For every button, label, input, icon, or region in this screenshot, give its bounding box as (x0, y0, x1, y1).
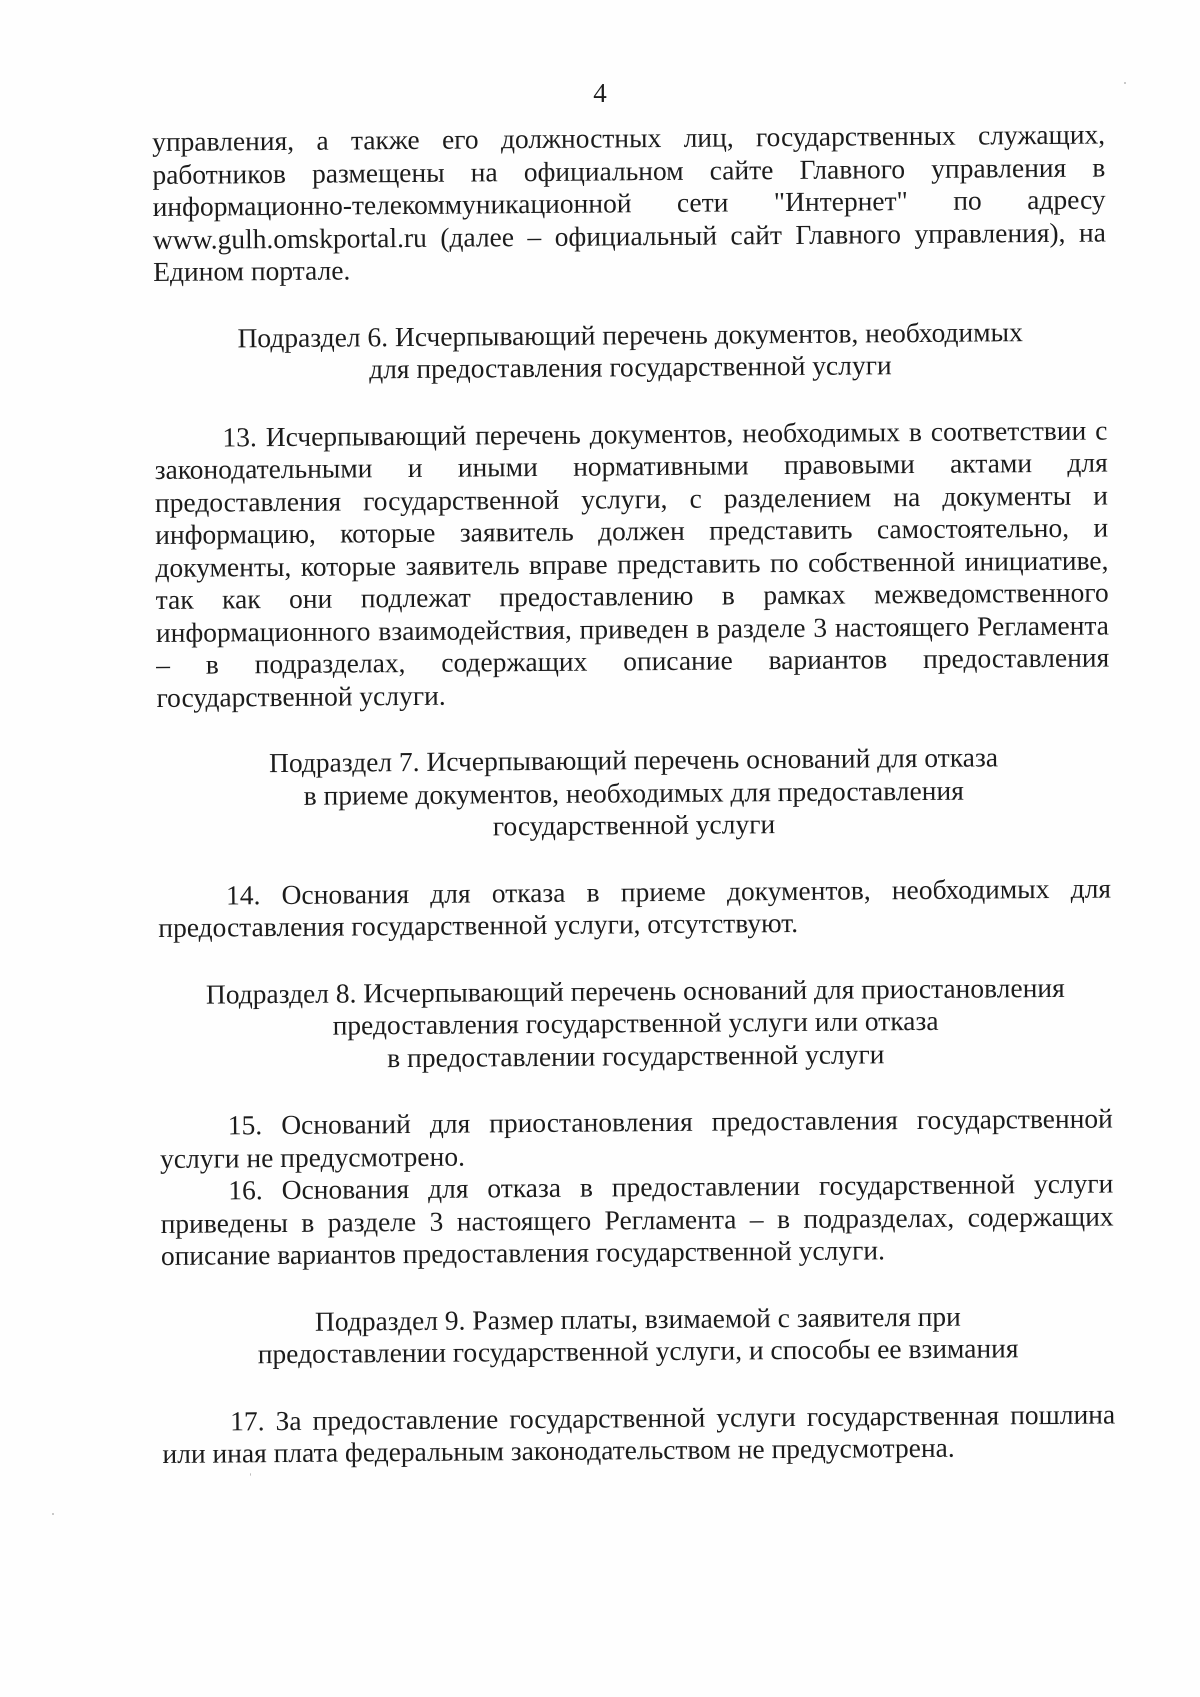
paragraph-16: 16. Основания для отказа в предоставлении государственной услуги приведены в разделе 3 настоящего Регламента – в подразделах, содержащих описание вариантов предоставления государственной услуги. (160, 1167, 1114, 1271)
heading-line: предоставлении государственной услуги, и способы ее взимания (257, 1332, 1019, 1370)
heading-line: Подраздел 7. Исчерпывающий перечень оснований для отказа (268, 741, 999, 779)
section-heading-9 (161, 1299, 1114, 1371)
scan-speck (1124, 82, 1126, 84)
paragraph-15: 15. Оснований для приостановления предоставления государственной услуги не предусмотрено. (159, 1102, 1113, 1174)
heading-line: в предоставлении государственной услуги (387, 1037, 885, 1073)
paragraph-14: 14. Основания для отказа в приеме документов, необходимых для предоставления государственной услуги, отсутствуют. (158, 871, 1112, 943)
intro-paragraph: управления, а также его должностных лиц, государственных служащих, работников размещены на официальном сайте Главного управления в информационно-телекоммуникационной сети "Интернет" по адресу www.gulh.omskportal.ru (далее – официальный сайт Главного управления), на Едином портале. (152, 118, 1106, 287)
scan-speck (52, 1513, 54, 1515)
document-body (152, 119, 1116, 1471)
heading-line: Подраздел 8. Исчерпывающий перечень оснований для приостановления (205, 971, 1065, 1010)
heading-line: Подраздел 9. Размер платы, взимаемой с заявителя при (314, 1300, 961, 1337)
paragraph-13: 13. Исчерпывающий перечень документов, необходимых в соответствии с законодательными и иными нормативными правовыми актами для предоставления государственной услуги, с разделением на документы и информацию, которые заявитель должен представить самостоятельно, и документы, которые заявитель вправе представить по собственной инициативе, так как они подлежат предоставлению в рамках межведомственного информационного взаимодействия, приведен в разделе 3 настоящего Регламента – в подразделах, содержащих описание вариантов предоставления государственной услуги. (154, 414, 1110, 713)
scan-speck (250, 1473, 251, 1476)
heading-line: для предоставления государственной услуги (369, 349, 892, 385)
page-number: 4 (593, 78, 607, 108)
heading-line: в приеме документов, необходимых для предоставления (303, 774, 964, 811)
section-heading-8 (159, 971, 1113, 1076)
section-heading-7 (157, 740, 1111, 845)
heading-line: государственной услуги (492, 808, 776, 842)
section-heading-6 (154, 315, 1107, 387)
heading-line: предоставления государственной услуги или отказа (332, 1004, 939, 1041)
paragraph-17: 17. За предоставление государственной услуги государственная пошлина или иная плата федеральным законодательством не предусмотрена. (162, 1397, 1116, 1469)
heading-line: Подраздел 6. Исчерпывающий перечень документов, необходимых (237, 315, 1023, 353)
